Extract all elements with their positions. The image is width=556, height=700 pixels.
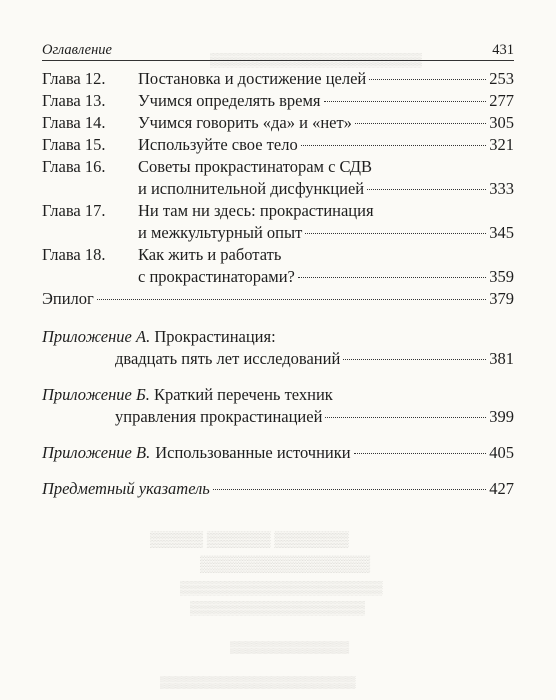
chapter-number: Глава 16. bbox=[42, 157, 106, 176]
table-of-contents bbox=[42, 68, 514, 500]
toc-entry-subject-index bbox=[42, 478, 514, 500]
appendix-title-line-2: управления прокрастинацией bbox=[115, 407, 323, 426]
dot-leader bbox=[355, 123, 486, 124]
dot-leader bbox=[367, 189, 486, 190]
chapter-page: 305 bbox=[489, 113, 514, 132]
epilogue-page: 379 bbox=[489, 289, 514, 308]
chapter-title-line-1: Как жить и работать bbox=[138, 245, 282, 264]
appendix-title-line-1: Прокрастинация: bbox=[154, 327, 276, 346]
index-page: 427 bbox=[489, 479, 514, 498]
appendix-title-line-1: Использованные источники bbox=[155, 443, 351, 462]
chapter-title: Используйте свое тело bbox=[138, 135, 298, 154]
appendix-prefix: Приложение Б. bbox=[42, 385, 150, 404]
index-label: Предметный указатель bbox=[42, 479, 210, 498]
appendix-title-line-2: двадцать пять лет исследований bbox=[115, 349, 341, 368]
show-through-block-7: ▒▒▒▒▒▒▒▒▒▒▒▒▒▒▒▒▒▒▒▒▒▒▒ bbox=[160, 675, 356, 689]
page-number: 431 bbox=[492, 42, 514, 58]
chapter-page: 359 bbox=[489, 267, 514, 286]
toc-entry-appendix-b bbox=[42, 384, 514, 428]
toc-entry-chapter-14 bbox=[42, 112, 514, 134]
show-through-block-3: ▒▒▒▒▒▒▒▒▒▒▒▒▒▒▒ bbox=[200, 556, 371, 573]
chapter-page: 277 bbox=[489, 91, 514, 110]
appendix-page: 381 bbox=[489, 349, 514, 368]
chapter-title-line-2: и межкультурный опыт bbox=[138, 223, 303, 242]
show-through-block-5: ▒▒▒▒▒▒▒▒▒▒▒▒▒▒▒▒▒▒▒ bbox=[190, 600, 365, 615]
show-through-block-1: ▒▒▒▒▒▒▒▒▒▒▒▒▒▒▒▒▒▒▒▒▒▒▒ bbox=[210, 52, 422, 67]
chapter-title: Учимся говорить «да» и «нет» bbox=[138, 113, 352, 132]
toc-entry-appendix-a bbox=[42, 326, 514, 370]
appendix-page: 405 bbox=[489, 443, 514, 462]
toc-entry-chapter-13 bbox=[42, 90, 514, 112]
chapter-title: Постановка и достижение целей bbox=[138, 69, 367, 88]
dot-leader bbox=[305, 233, 486, 234]
dot-leader bbox=[97, 299, 486, 300]
toc-entry-chapter-15 bbox=[42, 134, 514, 156]
dot-leader bbox=[213, 489, 486, 490]
chapter-number: Глава 12. bbox=[42, 69, 106, 88]
toc-entry-chapter-18 bbox=[42, 244, 514, 288]
chapter-page: 321 bbox=[489, 135, 514, 154]
chapter-page: 333 bbox=[489, 179, 514, 198]
dot-leader bbox=[301, 145, 487, 146]
dot-leader bbox=[324, 101, 487, 102]
appendix-page: 399 bbox=[489, 407, 514, 426]
show-through-block-2: ▒▒▒▒▒ ▒▒▒▒▒▒ ▒▒▒▒▒▒▒ bbox=[150, 532, 349, 548]
section-title: Оглавление bbox=[42, 42, 112, 58]
toc-entry-chapter-12 bbox=[42, 68, 514, 90]
dot-leader bbox=[343, 359, 486, 360]
chapter-page: 345 bbox=[489, 223, 514, 242]
dot-leader bbox=[325, 417, 486, 418]
chapter-title-line-1: Советы прокрастинаторам с СДВ bbox=[138, 157, 372, 176]
running-header bbox=[42, 42, 514, 61]
chapter-title-line-2: с прокрастинаторами? bbox=[138, 267, 295, 286]
dot-leader bbox=[354, 453, 487, 454]
appendix-prefix: Приложение А. bbox=[42, 327, 151, 346]
appendix-title-line-1: Краткий перечень техник bbox=[153, 385, 333, 404]
toc-entry-chapter-16 bbox=[42, 156, 514, 200]
chapter-page: 253 bbox=[489, 69, 514, 88]
chapter-number: Глава 15. bbox=[42, 135, 106, 154]
show-through-block-4: ▒▒▒▒▒▒▒▒▒▒▒▒▒▒▒▒▒▒▒▒▒▒ bbox=[180, 580, 383, 595]
show-through-block-6: ▒▒▒▒▒▒▒▒▒▒▒▒▒▒ bbox=[230, 640, 350, 654]
toc-entry-epilogue bbox=[42, 288, 514, 310]
chapter-number: Глава 13. bbox=[42, 91, 106, 110]
chapter-number: Глава 18. bbox=[42, 245, 106, 264]
chapter-title-line-1: Ни там ни здесь: прокрастинация bbox=[138, 201, 374, 220]
toc-entry-chapter-17 bbox=[42, 200, 514, 244]
toc-entry-appendix-v bbox=[42, 442, 514, 464]
appendix-prefix: Приложение В. bbox=[42, 443, 151, 462]
chapter-number: Глава 17. bbox=[42, 201, 106, 220]
chapter-number: Глава 14. bbox=[42, 113, 106, 132]
chapter-title: Учимся определять время bbox=[138, 91, 321, 110]
epilogue-label: Эпилог bbox=[42, 289, 94, 308]
chapter-title-line-2: и исполнительной дисфункцией bbox=[138, 179, 365, 198]
dot-leader bbox=[369, 79, 486, 80]
dot-leader bbox=[298, 277, 486, 278]
